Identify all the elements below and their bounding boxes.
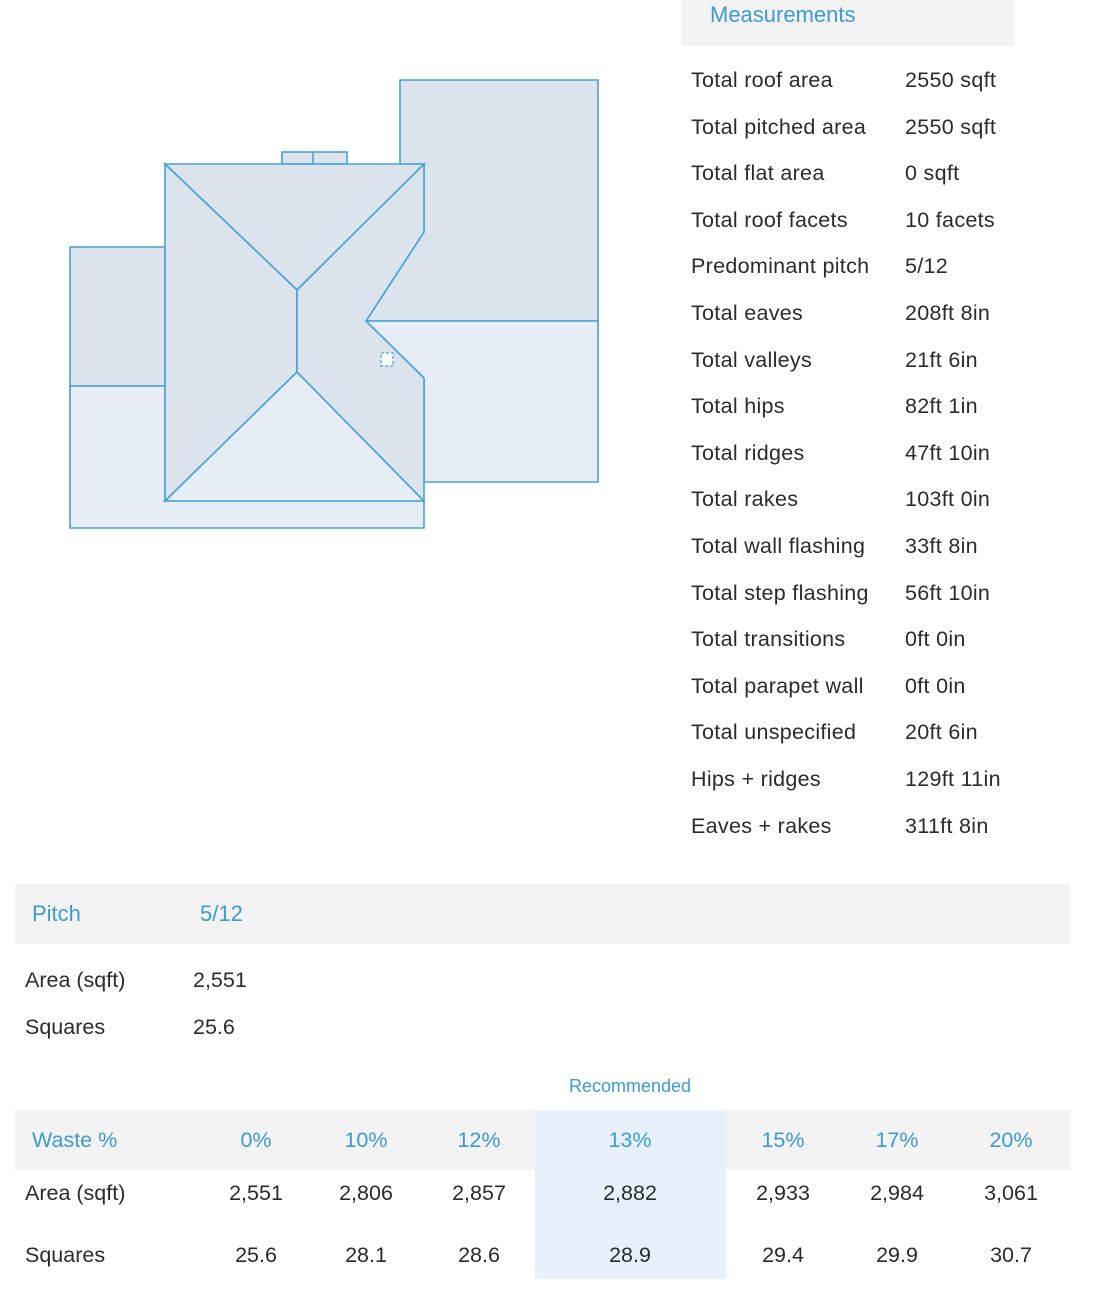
- measurement-row: [691, 526, 1091, 573]
- pitch-table: [25, 962, 425, 1055]
- waste-cell: 2,882: [603, 1181, 657, 1205]
- waste-cell: 29.9: [876, 1243, 918, 1267]
- measurement-row: [691, 246, 1091, 293]
- waste-cell: 30.7: [990, 1243, 1032, 1267]
- measurement-value: 208ft 8in: [905, 300, 991, 325]
- measurement-value: 21ft 6in: [905, 347, 978, 372]
- measurement-value: 33ft 8in: [905, 533, 978, 558]
- measurement-value: 2550 sqft: [905, 68, 997, 92]
- waste-cell: 28.1: [345, 1243, 387, 1267]
- measurement-label: Total eaves: [691, 300, 804, 325]
- waste-column-header: 15%: [761, 1128, 805, 1152]
- measurement-label: Total parapet wall: [691, 673, 864, 698]
- waste-cell: 25.6: [235, 1243, 277, 1267]
- measurement-label: Total wall flashing: [691, 533, 866, 558]
- pitch-row: [25, 1009, 425, 1056]
- measurements-header: Measurements: [681, 0, 1014, 46]
- waste-cell: 2,806: [339, 1181, 393, 1205]
- measurement-label: Total ridges: [691, 440, 805, 465]
- measurement-label: Total roof facets: [691, 207, 848, 232]
- waste-column-header: 20%: [989, 1128, 1033, 1152]
- waste-cell: 3,061: [984, 1181, 1038, 1205]
- waste-row-label: Squares: [25, 1243, 106, 1267]
- waste-column-header: 10%: [344, 1128, 388, 1152]
- measurement-row: [691, 107, 1091, 154]
- roof-diagram: [0, 0, 680, 560]
- measurement-value: 2550 sqft: [905, 114, 997, 139]
- waste-cell: 2,551: [229, 1181, 283, 1205]
- waste-column-header: 0%: [240, 1128, 272, 1152]
- measurement-value: 311ft 8in: [905, 813, 989, 838]
- measurement-row: [691, 619, 1091, 666]
- pitch-header: [15, 884, 1070, 944]
- measurement-label: Total transitions: [691, 627, 846, 652]
- measurement-label: Total flat area: [691, 161, 825, 186]
- measurement-value: 103ft 0in: [905, 487, 991, 512]
- waste-column-header: 13%: [608, 1128, 652, 1152]
- measurement-label: Total unspecified: [691, 720, 857, 745]
- measurement-value: 82ft 1in: [905, 394, 978, 419]
- measurement-label: Total step flashing: [691, 580, 869, 605]
- measurement-row: [691, 666, 1091, 713]
- measurement-row: [691, 806, 1091, 853]
- measurement-value: 129ft 11in: [905, 766, 1001, 791]
- recommended-label: Recommended: [568, 1076, 692, 1096]
- measurement-row: [691, 386, 1091, 433]
- waste-cell: 28.9: [609, 1243, 651, 1267]
- measurement-label: Hips + ridges: [691, 766, 821, 791]
- waste-column-header: 17%: [875, 1128, 919, 1152]
- measurement-row: [691, 573, 1091, 620]
- pitch-row-value: 25.6: [193, 1014, 235, 1039]
- measurement-label: Total rakes: [691, 487, 799, 512]
- measurement-value: 20ft 6in: [905, 720, 978, 745]
- measurement-row: [691, 60, 1091, 107]
- pitch-row-label: Squares: [25, 1014, 106, 1039]
- measurement-value: 10 facets: [905, 207, 995, 232]
- measurement-label: Eaves + rakes: [691, 813, 832, 838]
- measurement-row: [691, 293, 1091, 340]
- waste-cell: 29.4: [762, 1243, 804, 1267]
- chimney: [282, 152, 347, 164]
- pitch-label: Pitch: [32, 901, 81, 926]
- pitch-row: [25, 962, 425, 1009]
- measurement-label: Total roof area: [691, 68, 833, 92]
- waste-header-label: Waste %: [32, 1128, 118, 1152]
- waste-cell: 2,857: [452, 1181, 506, 1205]
- measurement-row: [691, 340, 1091, 387]
- waste-cell: 2,984: [870, 1181, 924, 1205]
- measurement-label: Predominant pitch: [691, 254, 870, 279]
- pitch-row-value: 2,551: [193, 968, 247, 992]
- measurement-value: 0ft 0in: [905, 627, 966, 652]
- measurement-label: Total hips: [691, 394, 785, 419]
- measurement-row: [691, 479, 1091, 526]
- measurement-value: 0 sqft: [905, 161, 960, 186]
- measurement-label: Total pitched area: [691, 114, 867, 139]
- waste-cell: 28.6: [458, 1243, 500, 1267]
- pitch-value: 5/12: [200, 901, 243, 926]
- waste-row-label: Area (sqft): [25, 1181, 126, 1205]
- measurement-row: [691, 153, 1091, 200]
- measurement-row: [691, 759, 1091, 806]
- measurement-value: 5/12: [905, 254, 949, 279]
- measurement-value: 47ft 10in: [905, 440, 991, 465]
- measurement-value: 56ft 10in: [905, 580, 991, 605]
- measurement-row: [691, 200, 1091, 247]
- measurements-list: [691, 60, 1091, 852]
- pitch-row-label: Area (sqft): [25, 968, 126, 992]
- selection-marker-icon: [381, 353, 393, 366]
- measurement-value: 0ft 0in: [905, 673, 966, 698]
- measurement-row: [691, 433, 1091, 480]
- roof-facet: [70, 247, 165, 386]
- waste-column-header: 12%: [457, 1128, 501, 1152]
- waste-cell: 2,933: [756, 1181, 810, 1205]
- measurement-row: [691, 712, 1091, 759]
- measurement-label: Total valleys: [691, 347, 813, 372]
